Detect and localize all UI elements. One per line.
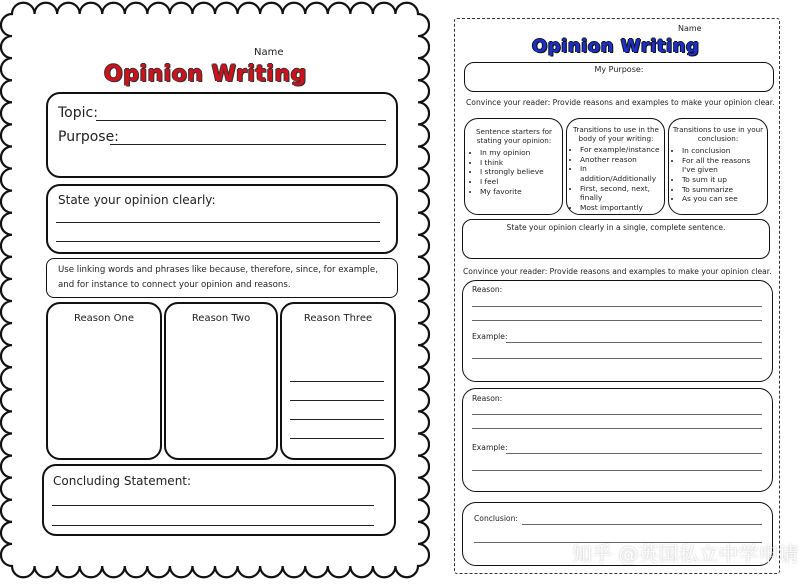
conclusion-line[interactable] (522, 524, 762, 525)
reason-line[interactable] (472, 428, 762, 429)
list-item: • As you can see (682, 194, 764, 204)
reason-three-line[interactable] (290, 438, 384, 439)
reason-three-line[interactable] (290, 381, 384, 382)
purpose-line[interactable] (110, 144, 386, 145)
list-item: • In addition/Additionally (580, 164, 662, 183)
reason-one-label: Reason One (74, 313, 134, 324)
reason-box (462, 388, 773, 492)
example-label: Example: (472, 332, 508, 341)
list-item: • For all the reasons I've given (682, 156, 764, 175)
example-line[interactable] (472, 470, 762, 471)
reason-three-label: Reason Three (303, 313, 373, 324)
reason-line[interactable] (472, 306, 762, 307)
list-item: • In my opinion (480, 148, 558, 158)
name-label: Name (254, 47, 284, 58)
list-item: • Another reason (580, 155, 662, 165)
reason-line[interactable] (472, 320, 762, 321)
topic-line[interactable] (96, 120, 386, 121)
topic-label: Topic: (58, 105, 98, 121)
reason-line[interactable] (472, 414, 762, 415)
sentence-starters-content (470, 128, 558, 196)
opinion-label: State your opinion clearly: (58, 193, 216, 207)
column-heading: Transitions to use in the body of your writing: (573, 125, 659, 143)
convince-reader-text: Convince your reader: Provide reasons and examples to make your opinion clear. (463, 267, 772, 276)
reason-box (462, 280, 773, 382)
state-opinion-label: State your opinion clearly in a single, complete sentence. (506, 223, 726, 232)
opinion-line[interactable] (56, 241, 380, 242)
page-title: Opinion Writing (104, 62, 307, 87)
conclusion-label: Conclusion: (474, 514, 518, 523)
list-item: • To sum it up (682, 175, 764, 185)
example-line[interactable] (472, 358, 762, 359)
column-heading: Transitions to use in your conclusion: (672, 125, 764, 143)
convince-reader-text: Convince your reader: Provide reasons and examples to make your opinion clear. (466, 98, 775, 107)
watermark: 知乎 @英国私立中学申请 (572, 542, 799, 566)
list-item: • My favorite (480, 187, 558, 197)
body-transitions-content (570, 126, 662, 212)
list-item: • I strongly believe (480, 167, 558, 177)
example-label: Example: (472, 443, 508, 452)
opinion-line[interactable] (56, 222, 380, 223)
list-item: • I feel (480, 177, 558, 187)
list-item: • In conclusion (682, 146, 764, 156)
concluding-line[interactable] (52, 505, 374, 506)
name-label: Name (678, 24, 702, 33)
list-item: • I think (480, 158, 558, 168)
reason-three-line[interactable] (290, 419, 384, 420)
reason-label: Reason: (472, 394, 503, 403)
right-worksheet (454, 18, 784, 578)
reason-two-box (164, 302, 278, 460)
reason-two-label: Reason Two (191, 313, 251, 324)
concluding-line[interactable] (52, 525, 374, 526)
reason-one-box (46, 302, 162, 460)
linking-words-text: Use linking words and phrases like because, therefore, since, for example, and for instance to connect your opinion and reasons. (58, 265, 378, 290)
list-item: • To summarize (682, 185, 764, 195)
list-item: • Most importantly (580, 203, 662, 213)
concluding-label: Concluding Statement: (53, 474, 192, 488)
my-purpose-label: My Purpose: (594, 65, 644, 74)
list-item: • First, second, next, finally (580, 184, 662, 203)
column-heading: Sentence starters for stating your opinion: (475, 127, 553, 145)
conclusion-transitions-content (672, 126, 764, 204)
purpose-label: Purpose: (58, 129, 119, 145)
example-line[interactable] (506, 342, 762, 343)
list-item: • For example/instance (580, 145, 662, 155)
reason-label: Reason: (472, 285, 503, 294)
example-line[interactable] (506, 453, 762, 454)
reason-three-line[interactable] (290, 400, 384, 401)
page-title: Opinion Writing (532, 36, 700, 57)
